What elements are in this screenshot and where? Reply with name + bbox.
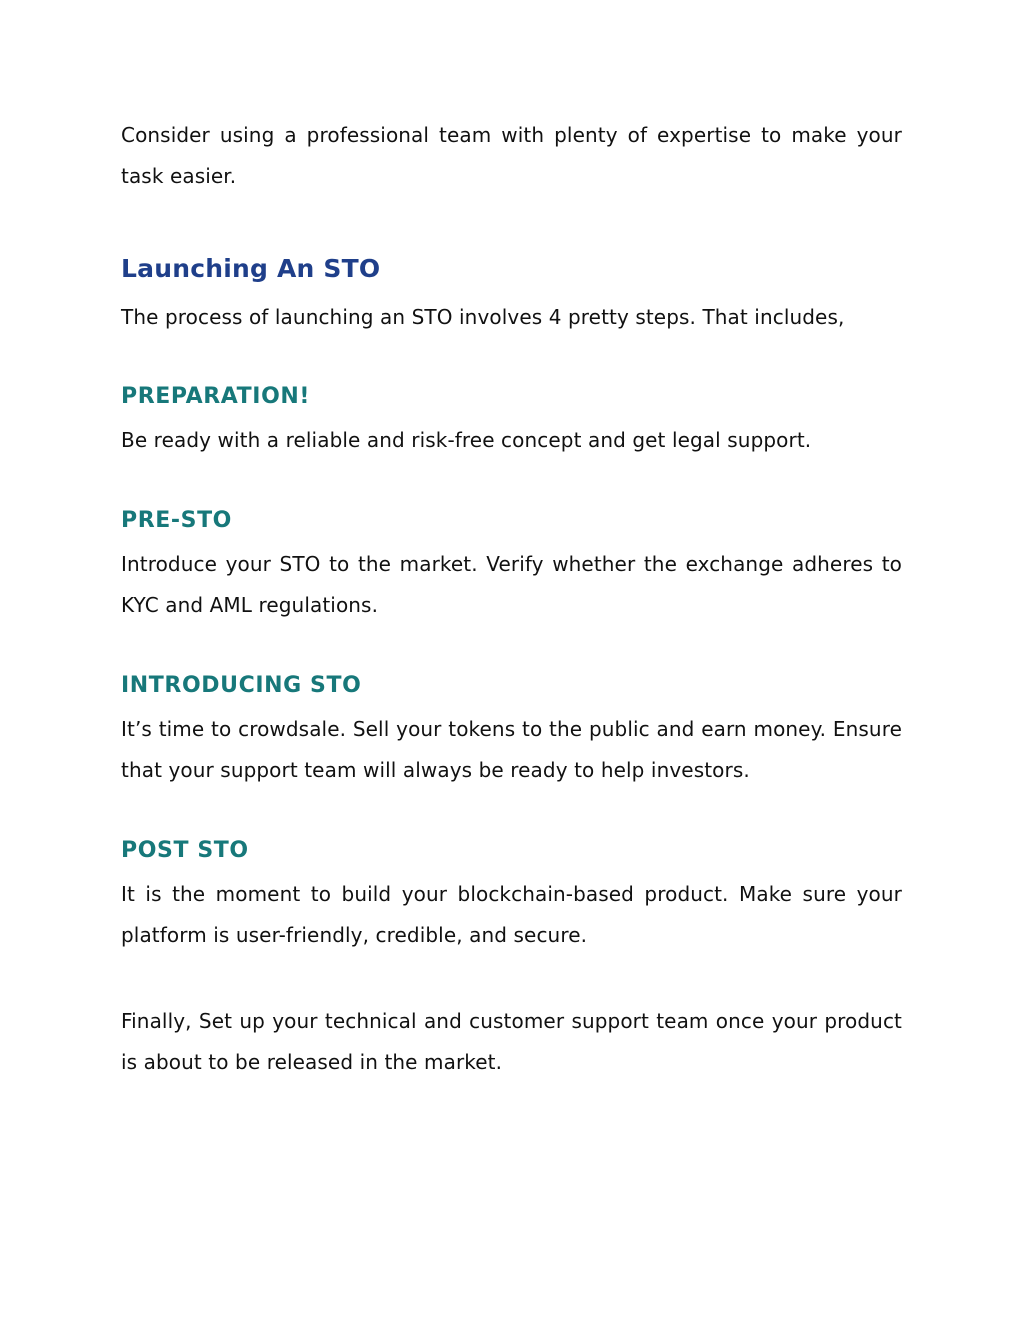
step-body: It is the moment to build your blockchain-based product. Make sure your platform is user-friendly, credible, and secure. xyxy=(121,882,902,947)
main-heading: Launching An STO xyxy=(121,254,381,283)
step-heading: PREPARATION! xyxy=(121,384,311,409)
main-intro-paragraph: The process of launching an STO involves 4 pretty steps. That includes, xyxy=(121,305,845,329)
step-section-post-sto xyxy=(121,836,902,956)
intro-paragraph: Consider using a professional team with plenty of expertise to make your task easier. xyxy=(121,123,902,188)
step-section-introducing-sto xyxy=(121,671,902,791)
step-heading: PRE-STO xyxy=(121,508,232,533)
closing-paragraph: Finally, Set up your technical and customer support team once your product is about to be released in the market. xyxy=(121,1009,902,1074)
step-heading: POST STO xyxy=(121,838,249,863)
step-body: Introduce your STO to the market. Verify whether the exchange adheres to KYC and AML regulations. xyxy=(121,552,902,617)
document-page xyxy=(121,115,902,1083)
step-section-preparation xyxy=(121,382,902,461)
step-section-pre-sto xyxy=(121,506,902,626)
step-body: It’s time to crowdsale. Sell your tokens to the public and earn money. Ensure that your support team will always be ready to help investors. xyxy=(121,717,902,782)
step-heading: INTRODUCING STO xyxy=(121,673,362,698)
step-body: Be ready with a reliable and risk-free concept and get legal support. xyxy=(121,428,812,452)
